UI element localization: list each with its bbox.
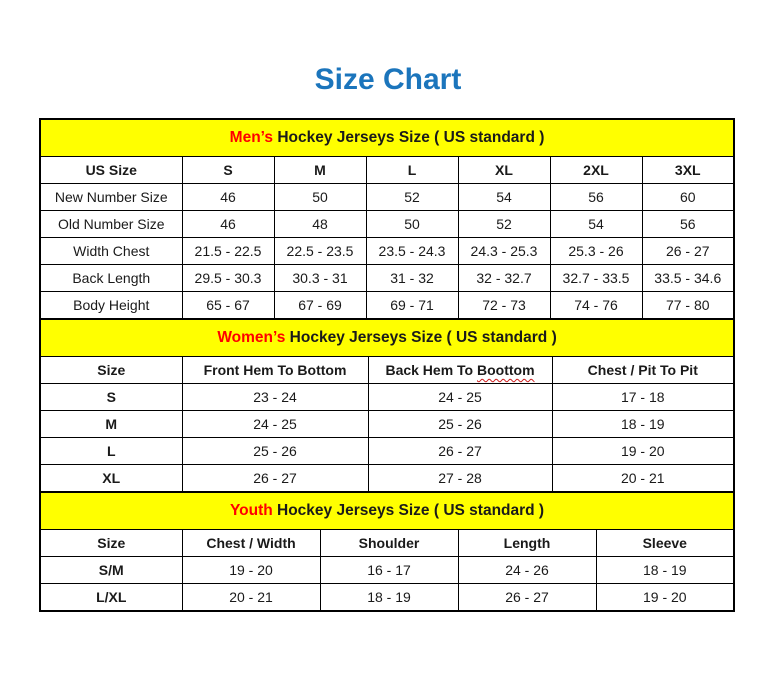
table-row [40,557,734,584]
data-cell: 60 [642,184,734,211]
data-cell: 23 - 24 [182,384,368,411]
data-cell: 33.5 - 34.6 [642,265,734,292]
data-cell: 46 [182,211,274,238]
womens-banner-highlight: Women’s [217,329,286,346]
data-cell: 20 - 21 [552,465,734,493]
row-label: Back Length [40,265,182,292]
womens-banner-text: Hockey Jerseys Size ( US standard ) [285,329,557,346]
data-cell: 50 [366,211,458,238]
column-header: Length [458,530,596,557]
column-header: Chest / Pit To Pit [552,357,734,384]
row-label: S/M [40,557,182,584]
data-cell: 24 - 25 [182,411,368,438]
table-row [40,184,734,211]
row-label: Width Chest [40,238,182,265]
column-header: Sleeve [596,530,734,557]
row-label: L/XL [40,584,182,612]
data-cell: 69 - 71 [366,292,458,320]
column-header: Chest / Width [182,530,320,557]
data-cell: 22.5 - 23.5 [274,238,366,265]
mens-banner-text: Hockey Jerseys Size ( US standard ) [273,129,545,146]
column-header: Back Hem To Boottom [368,357,552,384]
data-cell: 67 - 69 [274,292,366,320]
column-header: 2XL [550,157,642,184]
data-cell: 25 - 26 [368,411,552,438]
row-label: M [40,411,182,438]
data-cell: 19 - 20 [596,584,734,612]
data-cell: 26 - 27 [642,238,734,265]
youth-size-table [39,491,735,612]
data-cell: 72 - 73 [458,292,550,320]
mens-size-table [39,118,735,320]
table-row [40,265,734,292]
column-header: XL [458,157,550,184]
youth-banner-text: Hockey Jerseys Size ( US standard ) [272,502,545,519]
column-header: Front Hem To Bottom [182,357,368,384]
data-cell: 18 - 19 [552,411,734,438]
data-cell: 23.5 - 24.3 [366,238,458,265]
data-cell: 25 - 26 [182,438,368,465]
misspelled-word: Boottom [477,362,535,378]
data-cell: 74 - 76 [550,292,642,320]
data-cell: 27 - 28 [368,465,552,493]
womens-size-table [39,318,735,493]
table-row [40,384,734,411]
page-title: Size Chart [314,63,462,96]
youth-banner-highlight: Youth [229,502,273,519]
row-label: XL [40,465,182,493]
data-cell: 26 - 27 [182,465,368,493]
data-cell: 32 - 32.7 [458,265,550,292]
data-cell: 31 - 32 [366,265,458,292]
data-cell: 18 - 19 [320,584,458,612]
data-cell: 52 [458,211,550,238]
data-cell: 26 - 27 [368,438,552,465]
data-cell: 54 [458,184,550,211]
column-header: Size [40,530,182,557]
data-cell: 56 [642,211,734,238]
data-cell: 26 - 27 [458,584,596,612]
data-cell: 16 - 17 [320,557,458,584]
data-cell: 52 [366,184,458,211]
mens-section-banner [40,119,734,157]
data-cell: 17 - 18 [552,384,734,411]
table-row [40,438,734,465]
data-cell: 32.7 - 33.5 [550,265,642,292]
data-cell: 24.3 - 25.3 [458,238,550,265]
column-header: Shoulder [320,530,458,557]
table-row [40,465,734,493]
data-cell: 54 [550,211,642,238]
column-header: S [182,157,274,184]
youth-section-banner [40,492,734,530]
data-cell: 25.3 - 26 [550,238,642,265]
table-row [40,238,734,265]
data-cell: 30.3 - 31 [274,265,366,292]
column-header: 3XL [642,157,734,184]
row-label: New Number Size [40,184,182,211]
data-cell: 19 - 20 [182,557,320,584]
data-cell: 20 - 21 [182,584,320,612]
row-label: S [40,384,182,411]
mens-banner-highlight: Men’s [229,129,274,146]
data-cell: 24 - 26 [458,557,596,584]
size-tables-container [39,118,733,612]
table-row [40,211,734,238]
data-cell: 19 - 20 [552,438,734,465]
data-cell: 46 [182,184,274,211]
data-cell: 77 - 80 [642,292,734,320]
data-cell: 21.5 - 22.5 [182,238,274,265]
row-label: Body Height [40,292,182,320]
table-row [40,292,734,320]
table-row [40,411,734,438]
womens-section-banner [40,319,734,357]
data-cell: 24 - 25 [368,384,552,411]
row-label: Old Number Size [40,211,182,238]
data-cell: 50 [274,184,366,211]
row-label: L [40,438,182,465]
data-cell: 29.5 - 30.3 [182,265,274,292]
data-cell: 65 - 67 [182,292,274,320]
column-header: M [274,157,366,184]
column-header: L [366,157,458,184]
data-cell: 18 - 19 [596,557,734,584]
data-cell: 48 [274,211,366,238]
table-row [40,584,734,612]
column-header: US Size [40,157,182,184]
column-header: Size [40,357,182,384]
data-cell: 56 [550,184,642,211]
